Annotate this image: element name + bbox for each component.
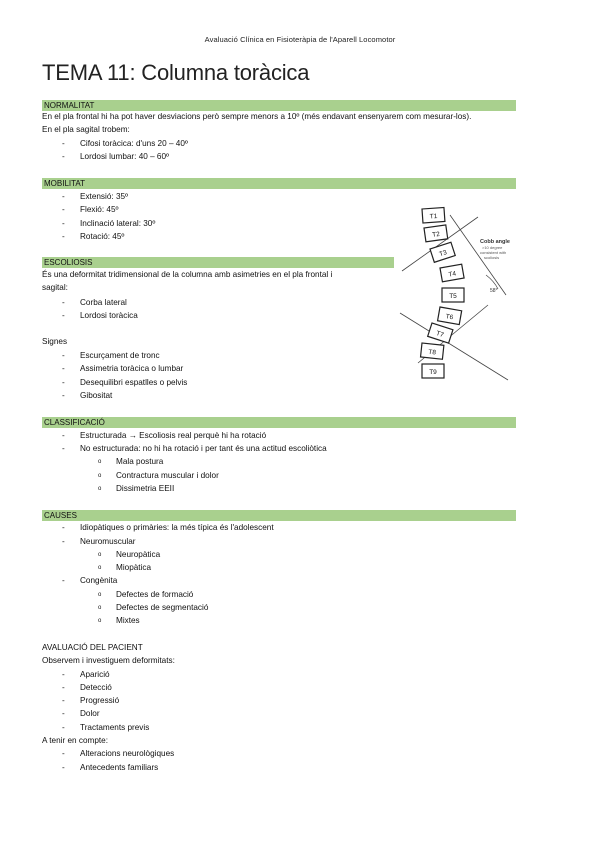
list-item: - Tractaments previs bbox=[62, 723, 150, 732]
list-item: - Inclinació lateral: 30º bbox=[62, 219, 156, 228]
page-title: TEMA 11: Columna toràcica bbox=[42, 60, 310, 85]
vertebra-t5 bbox=[442, 288, 464, 302]
list-item: - Idiopàtiques o primàries: la més típica és l'adolescent bbox=[62, 523, 274, 532]
list-item: - Desequilibri espatlles o pelvis bbox=[62, 378, 188, 387]
cobb-note-3: scoliosis bbox=[484, 255, 500, 260]
list-item: - Congènita bbox=[62, 576, 118, 585]
vertebra-t3 bbox=[430, 242, 455, 262]
avaluacio-heading: AVALUACIÓ DEL PACIENT bbox=[42, 643, 143, 652]
list-item: - Detecció bbox=[62, 683, 112, 692]
list-item: - Gibositat bbox=[62, 391, 113, 400]
avaluacio-line-2: A tenir en compte: bbox=[42, 736, 108, 745]
svg-text:T3: T3 bbox=[438, 249, 448, 259]
vertebra-t1 bbox=[422, 207, 445, 223]
list-item: - Estructurada → Escoliosis real perquè hi ha rotació bbox=[62, 431, 267, 440]
sub-list-item: o Mala postura bbox=[98, 457, 164, 466]
escoliosis-line-1: És una deformitat tridimensional de la columna amb asimetries en el pla frontal i bbox=[42, 270, 333, 279]
sub-list-item: o Contractura muscular i dolor bbox=[98, 471, 219, 480]
section-heading-mobilitat: MOBILITAT bbox=[42, 178, 516, 189]
vertebra-t8 bbox=[421, 343, 444, 359]
normalitat-line-2: En el pla sagital trobem: bbox=[42, 125, 130, 134]
running-header: Avaluació Clínica en Fisioteràpia de l'Aparell Locomotor bbox=[204, 35, 396, 44]
signes-label: Signes bbox=[42, 337, 68, 346]
angle-arc bbox=[486, 275, 498, 289]
vertebra-t9 bbox=[422, 364, 444, 378]
vertebra-t7 bbox=[428, 323, 453, 343]
list-item: - Assimetria toràcica o lumbar bbox=[62, 364, 184, 373]
svg-text:T8: T8 bbox=[427, 348, 437, 357]
list-item: - Cifosi toràcica: d'uns 20 – 40º bbox=[62, 139, 188, 148]
svg-text:T1: T1 bbox=[429, 212, 438, 221]
normalitat-line-1: En el pla frontal hi ha pot haver desviacions però sempre menors a 10º (més endavant ensenyarem com mesurar-los). bbox=[42, 112, 472, 121]
sub-list-item: o Miopàtica bbox=[98, 563, 152, 572]
list-item: - Neuromuscular bbox=[62, 537, 136, 546]
list-item: - Extensió: 35º bbox=[62, 192, 129, 201]
list-item: - Progressió bbox=[62, 696, 120, 705]
angle-label: 58° bbox=[490, 288, 498, 294]
section-heading-normalitat: NORMALITAT bbox=[42, 100, 516, 111]
vertebra-t6 bbox=[438, 307, 462, 325]
cobb-title: Cobb angle bbox=[480, 239, 510, 245]
cobb-note-1: >10 degree bbox=[482, 245, 503, 250]
list-item: - Aparició bbox=[62, 670, 110, 679]
sub-list-item: o Defectes de segmentació bbox=[98, 603, 209, 612]
cobb-angle-diagram bbox=[398, 205, 516, 385]
list-item: - Alteracions neurològiques bbox=[62, 749, 175, 758]
section-heading-causes: CAUSES bbox=[42, 510, 516, 521]
svg-text:T2: T2 bbox=[431, 230, 441, 239]
avaluacio-line-1: Observem i investiguem deformitats: bbox=[42, 656, 175, 665]
vertebra-t4 bbox=[440, 264, 464, 282]
svg-text:T7: T7 bbox=[435, 329, 445, 339]
section-heading-escoliosis: ESCOLIOSIS bbox=[42, 257, 394, 268]
list-item: - Dolor bbox=[62, 709, 100, 718]
sub-list-item: o Dissimetria EEII bbox=[98, 484, 175, 493]
svg-text:T9: T9 bbox=[429, 369, 437, 376]
sub-list-item: o Defectes de formació bbox=[98, 590, 194, 599]
list-item: - Rotació: 45º bbox=[62, 232, 125, 241]
list-item: - Escurçament de tronc bbox=[62, 351, 160, 360]
list-item: - No estructurada: no hi ha rotació i per tant és una actitud escoliòtica bbox=[62, 444, 327, 453]
svg-text:T5: T5 bbox=[449, 293, 457, 300]
svg-text:T4: T4 bbox=[447, 270, 457, 279]
cobb-line-upper bbox=[402, 217, 478, 271]
section-heading-classificacio: CLASSIFICACIÓ bbox=[42, 417, 516, 428]
sub-list-item: o Mixtes bbox=[98, 616, 140, 625]
cobb-note-2: consistent with bbox=[480, 250, 507, 255]
escoliosis-line-2: sagital: bbox=[42, 283, 68, 292]
sub-list-item: o Neuropàtica bbox=[98, 550, 161, 559]
list-item: - Flexió: 45º bbox=[62, 205, 119, 214]
list-item: - Lordosi toràcica bbox=[62, 311, 138, 320]
list-item: - Lordosi lumbar: 40 – 60º bbox=[62, 152, 170, 161]
list-item: - Antecedents familiars bbox=[62, 763, 159, 772]
vertebra-t2 bbox=[424, 225, 448, 242]
svg-text:T6: T6 bbox=[445, 313, 454, 322]
list-item: - Corba lateral bbox=[62, 298, 127, 307]
